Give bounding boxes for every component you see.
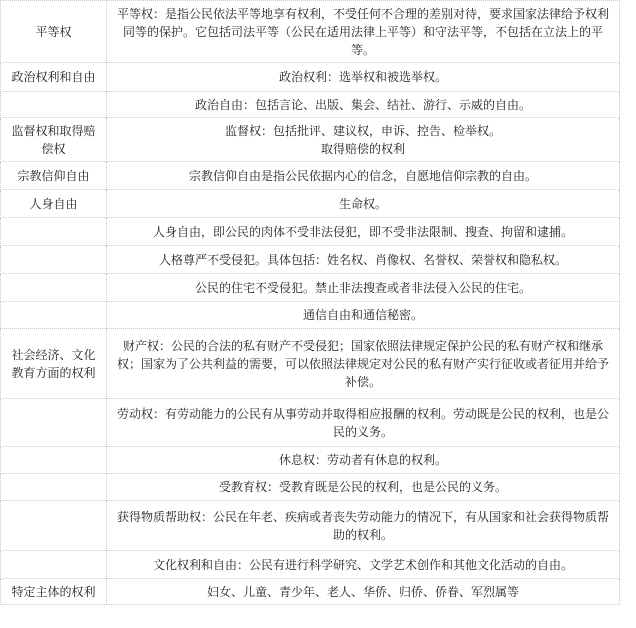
- category-cell: 社会经济、文化教育方面的权利: [1, 329, 107, 399]
- category-cell: [1, 218, 107, 246]
- content-cell: 财产权：公民的合法的私有财产不受侵犯；国家依照法律规定保护公民的私有财产权和继承权；国家为了公共利益的需要，可以依照法律规定对公民的私有财产实行征收或者征用并给予补偿。: [107, 329, 620, 399]
- category-cell: [1, 501, 107, 551]
- table-row: [1, 118, 620, 162]
- category-cell: [1, 92, 107, 118]
- table-row: [1, 92, 620, 118]
- rights-table-body: [1, 1, 620, 605]
- table-row: [1, 162, 620, 190]
- table-row: [1, 63, 620, 92]
- table-row: [1, 274, 620, 302]
- table-row: [1, 501, 620, 551]
- table-row: [1, 579, 620, 605]
- category-cell: [1, 399, 107, 447]
- table-row: [1, 329, 620, 399]
- content-cell: 文化权利和自由：公民有进行科学研究、文学艺术创作和其他文化活动的自由。: [107, 551, 620, 579]
- category-cell: 特定主体的权利: [1, 579, 107, 605]
- content-cell: 宗教信仰自由是指公民依据内心的信念，自愿地信仰宗教的自由。: [107, 162, 620, 190]
- content-cell: 生命权。: [107, 190, 620, 218]
- category-cell: [1, 474, 107, 501]
- content-cell: 获得物质帮助权：公民在年老、疾病或者丧失劳动能力的情况下，有从国家和社会获得物质帮助的权利。: [107, 501, 620, 551]
- content-cell: 劳动权：有劳动能力的公民有从事劳动并取得相应报酬的权利。劳动既是公民的权利，也是公民的义务。: [107, 399, 620, 447]
- table-row: [1, 246, 620, 274]
- category-cell: [1, 447, 107, 474]
- category-cell: 人身自由: [1, 190, 107, 218]
- content-cell: 人格尊严不受侵犯。具体包括：姓名权、肖像权、名誉权、荣誉权和隐私权。: [107, 246, 620, 274]
- content-cell: 受教育权：受教育既是公民的权利，也是公民的义务。: [107, 474, 620, 501]
- content-cell: 政治自由：包括言论、出版、集会、结社、游行、示威的自由。: [107, 92, 620, 118]
- content-cell: 政治权利：选举权和被选举权。: [107, 63, 620, 92]
- category-cell: 宗教信仰自由: [1, 162, 107, 190]
- content-cell: 人身自由，即公民的肉体不受非法侵犯，即不受非法限制、搜查、拘留和逮捕。: [107, 218, 620, 246]
- content-cell: 休息权：劳动者有休息的权利。: [107, 447, 620, 474]
- table-row: [1, 302, 620, 329]
- category-cell: 政治权利和自由: [1, 63, 107, 92]
- category-cell: [1, 302, 107, 329]
- table-row: [1, 1, 620, 63]
- content-cell: 妇女、儿童、青少年、老人、华侨、归侨、侨眷、军烈属等: [107, 579, 620, 605]
- table-row: [1, 190, 620, 218]
- table-row: [1, 218, 620, 246]
- content-cell: 监督权：包括批评、建议权，申诉、控告、检举权。 取得赔偿的权利: [107, 118, 620, 162]
- category-cell: 平等权: [1, 1, 107, 63]
- table-row: [1, 447, 620, 474]
- table-row: [1, 399, 620, 447]
- category-cell: [1, 246, 107, 274]
- table-row: [1, 474, 620, 501]
- content-cell: 平等权：是指公民依法平等地享有权利，不受任何不合理的差别对待，要求国家法律给予权利同等的保护。它包括司法平等（公民在适用法律上平等）和守法平等，不包括在立法上的平等。: [107, 1, 620, 63]
- table-row: [1, 551, 620, 579]
- content-cell: 通信自由和通信秘密。: [107, 302, 620, 329]
- category-cell: [1, 551, 107, 579]
- category-cell: 监督权和取得赔偿权: [1, 118, 107, 162]
- content-cell: 公民的住宅不受侵犯。禁止非法搜查或者非法侵入公民的住宅。: [107, 274, 620, 302]
- category-cell: [1, 274, 107, 302]
